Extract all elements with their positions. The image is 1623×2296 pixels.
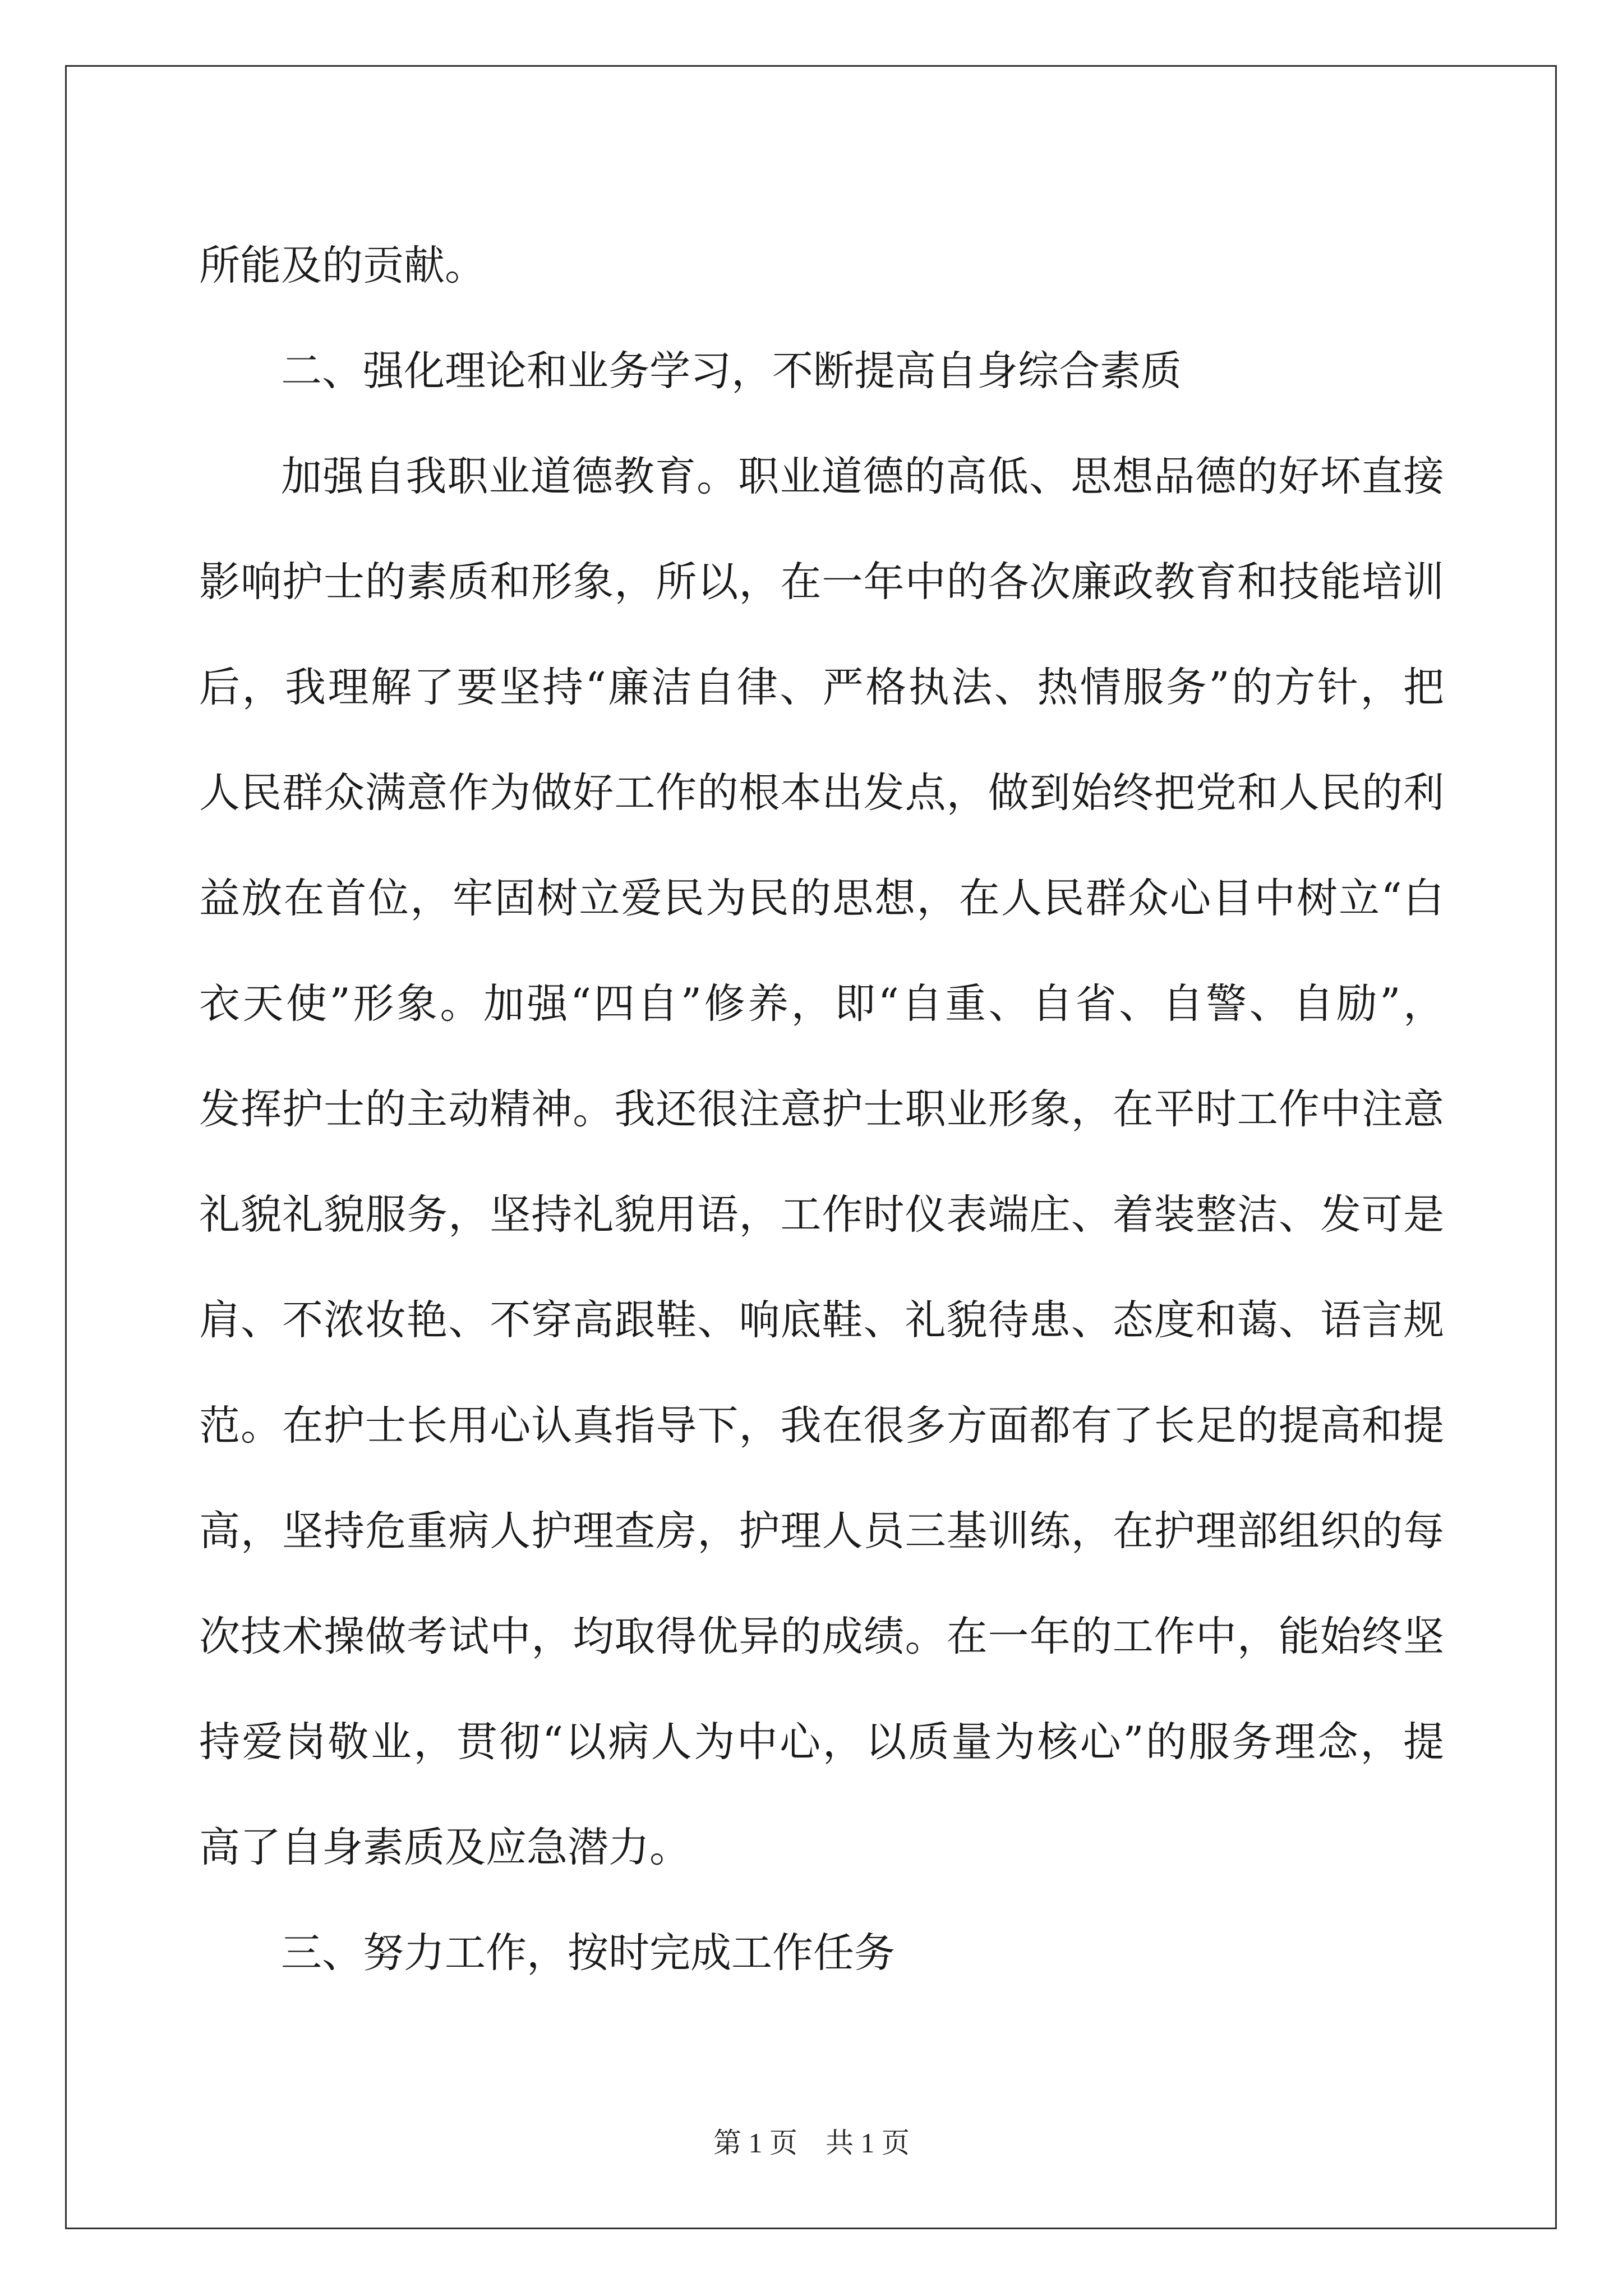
paragraph-line: 所能及的贡献。	[199, 242, 486, 289]
paragraph-line: 后，我理解了要坚持“廉洁自律、严格执法、热情服务”的方针，把	[199, 664, 1444, 711]
paragraph-line: 高了自身素质及应急潜力。	[199, 1824, 690, 1871]
page-number-footer: 第 1 页 共 1 页	[713, 2127, 910, 2159]
paragraph-line: 肩、不浓妆艳、不穿高跟鞋、响底鞋、礼貌待患、态度和蔼、语言规	[199, 1296, 1444, 1344]
paragraph-line: 影响护士的素质和形象，所以，在一年中的各次廉政教育和技能培训	[199, 558, 1444, 606]
paragraph-line: 持爱岗敬业，贯彻“以病人为中心，以质量为核心”的服务理念，提	[199, 1718, 1444, 1766]
document-body	[199, 213, 1444, 2006]
paragraph-line: 范。在护士长用心认真指导下，我在很多方面都有了长足的提高和提	[199, 1402, 1444, 1450]
paragraph-first-line: 三、努力工作，按时完成工作任务	[281, 1929, 895, 1977]
paragraph-line: 发挥护士的主动精神。我还很注意护士职业形象，在平时工作中注意	[199, 1085, 1444, 1133]
paragraph-line: 益放在首位，牢固树立爱民为民的思想，在人民群众心目中树立“白	[199, 875, 1444, 922]
paragraph-line: 衣天使”形象。加强“四自”修养，即“自重、自省、自警、自励”，	[199, 980, 1444, 1028]
paragraph-first-line: 二、强化理论和业务学习，不断提高自身综合素质	[281, 347, 1182, 395]
paragraph-first-line: 加强自我职业道德教育。职业道德的高低、思想品德的好坏直接	[281, 453, 1444, 500]
paragraph-line: 次技术操做考试中，均取得优异的成绩。在一年的工作中，能始终坚	[199, 1613, 1444, 1660]
paragraph-line: 礼貌礼貌服务，坚持礼貌用语，工作时仪表端庄、着装整洁、发可是	[199, 1191, 1444, 1239]
paragraph-line: 高，坚持危重病人护理查房，护理人员三基训练，在护理部组织的每	[199, 1507, 1444, 1555]
paragraph-line: 人民群众满意作为做好工作的根本出发点，做到始终把党和人民的利	[199, 769, 1444, 817]
